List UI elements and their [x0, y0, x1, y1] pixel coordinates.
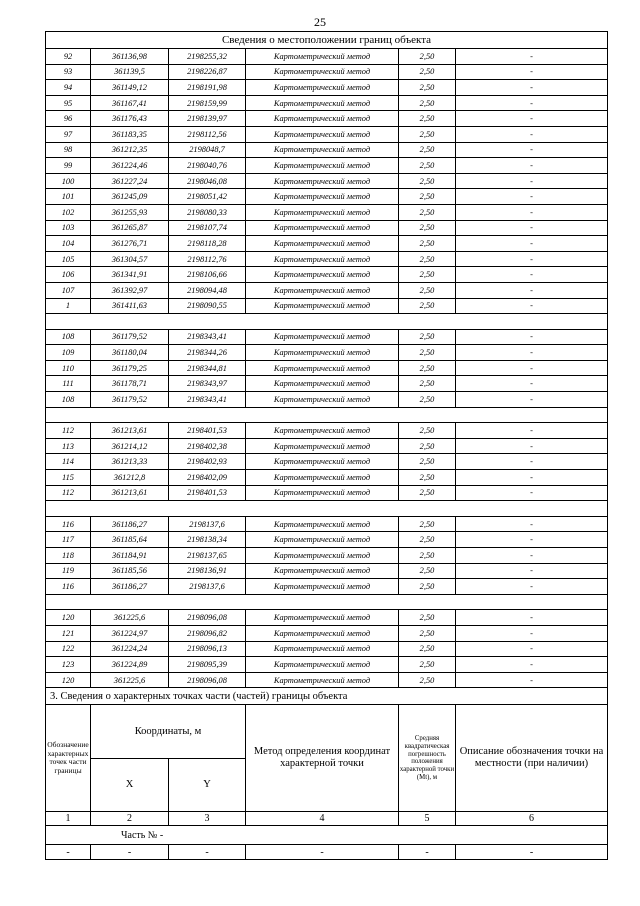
method: Картометрический метод	[246, 236, 399, 252]
table-row	[46, 485, 608, 501]
table-row	[46, 423, 608, 439]
accuracy: 2,50	[399, 220, 456, 236]
description: -	[456, 672, 608, 688]
coord-x: 361149,12	[91, 80, 169, 96]
accuracy: 2,50	[399, 625, 456, 641]
accuracy: 2,50	[399, 236, 456, 252]
coord-x: 361227,24	[91, 173, 169, 189]
table-row	[46, 282, 608, 298]
description: -	[456, 392, 608, 408]
point-number: 117	[46, 532, 91, 548]
coord-x: 361186,27	[91, 579, 169, 595]
coord-x: 361392,97	[91, 282, 169, 298]
point-number: 122	[46, 641, 91, 657]
coord-y: 2198159,99	[169, 95, 246, 111]
coord-x: 361179,52	[91, 392, 169, 408]
point-number: 1	[46, 298, 91, 314]
method: Картометрический метод	[246, 204, 399, 220]
description: -	[456, 625, 608, 641]
accuracy: 2,50	[399, 579, 456, 595]
accuracy: 2,50	[399, 438, 456, 454]
description: -	[456, 220, 608, 236]
accuracy: 2,50	[399, 173, 456, 189]
method: Картометрический метод	[246, 485, 399, 501]
point-number: 92	[46, 49, 91, 65]
point-number: 112	[46, 485, 91, 501]
table-row	[46, 641, 608, 657]
coord-y: 2198255,32	[169, 49, 246, 65]
accuracy: 2,50	[399, 610, 456, 626]
table-row	[46, 454, 608, 470]
point-number: 111	[46, 376, 91, 392]
table-row	[46, 298, 608, 314]
coord-x: 361180,04	[91, 345, 169, 361]
coord-y: 2198343,41	[169, 392, 246, 408]
table-row	[46, 80, 608, 96]
point-number: 109	[46, 345, 91, 361]
coord-x: 361341,91	[91, 267, 169, 283]
coord-y: 2198112,56	[169, 126, 246, 142]
method: Картометрический метод	[246, 80, 399, 96]
coord-y: 2198137,65	[169, 548, 246, 564]
method: Картометрический метод	[246, 610, 399, 626]
description: -	[456, 657, 608, 673]
table-row	[46, 329, 608, 345]
coord-y: 2198094,48	[169, 282, 246, 298]
table-row	[46, 158, 608, 174]
table-row	[46, 579, 608, 595]
method: Картометрический метод	[246, 267, 399, 283]
point-number: 102	[46, 204, 91, 220]
point-number: 118	[46, 548, 91, 564]
coord-x: 361139,5	[91, 64, 169, 80]
description: -	[456, 470, 608, 486]
method: Картометрический метод	[246, 672, 399, 688]
page-number: 25	[314, 15, 326, 29]
description: -	[456, 80, 608, 96]
table-row	[46, 610, 608, 626]
point-number: 114	[46, 454, 91, 470]
accuracy: 2,50	[399, 95, 456, 111]
description: -	[456, 329, 608, 345]
group-separator	[46, 501, 608, 517]
accuracy: 2,50	[399, 267, 456, 283]
description: -	[456, 282, 608, 298]
accuracy: 2,50	[399, 49, 456, 65]
method: Картометрический метод	[246, 579, 399, 595]
accuracy: 2,50	[399, 345, 456, 361]
method: Картометрический метод	[246, 282, 399, 298]
empty-cell: -	[91, 845, 169, 860]
point-number: 93	[46, 64, 91, 80]
coord-y: 2198051,42	[169, 189, 246, 205]
header-coords: Координаты, м	[91, 705, 246, 759]
method: Картометрический метод	[246, 563, 399, 579]
coord-x: 361225,6	[91, 672, 169, 688]
table-row	[46, 95, 608, 111]
description: -	[456, 95, 608, 111]
point-number: 97	[46, 126, 91, 142]
header-description: Описание обозначения точки на местности (при наличии)	[456, 705, 608, 812]
point-number: 110	[46, 360, 91, 376]
description: -	[456, 360, 608, 376]
method: Картометрический метод	[246, 532, 399, 548]
coord-x: 361186,27	[91, 516, 169, 532]
description: -	[456, 548, 608, 564]
coord-x: 361265,87	[91, 220, 169, 236]
point-number: 100	[46, 173, 91, 189]
coord-x: 361276,71	[91, 236, 169, 252]
description: -	[456, 236, 608, 252]
column-number: 6	[456, 812, 608, 826]
table-row	[46, 49, 608, 65]
accuracy: 2,50	[399, 298, 456, 314]
header-row	[46, 705, 608, 759]
table-row	[46, 548, 608, 564]
group-separator	[46, 594, 608, 610]
coord-x: 361179,25	[91, 360, 169, 376]
empty-cell: -	[169, 845, 246, 860]
description: -	[456, 610, 608, 626]
coord-x: 361184,91	[91, 548, 169, 564]
coord-y: 2198343,41	[169, 329, 246, 345]
coord-x: 361225,6	[91, 610, 169, 626]
table-row	[46, 142, 608, 158]
coord-y: 2198046,08	[169, 173, 246, 189]
method: Картометрический метод	[246, 126, 399, 142]
table-row	[46, 173, 608, 189]
description: -	[456, 532, 608, 548]
coord-y: 2198137,6	[169, 579, 246, 595]
description: -	[456, 579, 608, 595]
coord-x: 361255,93	[91, 204, 169, 220]
point-number: 98	[46, 142, 91, 158]
point-number: 123	[46, 657, 91, 673]
accuracy: 2,50	[399, 126, 456, 142]
description: -	[456, 158, 608, 174]
coord-x: 361183,35	[91, 126, 169, 142]
method: Картометрический метод	[246, 329, 399, 345]
description: -	[456, 563, 608, 579]
point-number: 108	[46, 329, 91, 345]
table-row	[46, 204, 608, 220]
accuracy: 2,50	[399, 532, 456, 548]
point-number: 96	[46, 111, 91, 127]
table-row	[46, 251, 608, 267]
coord-y: 2198401,53	[169, 485, 246, 501]
separator-cell	[46, 594, 608, 610]
accuracy: 2,50	[399, 641, 456, 657]
accuracy: 2,50	[399, 329, 456, 345]
section3-title-row	[46, 688, 608, 705]
table-row	[46, 64, 608, 80]
coord-y: 2198096,08	[169, 610, 246, 626]
method: Картометрический метод	[246, 64, 399, 80]
part-row	[46, 826, 608, 845]
coord-x: 361212,8	[91, 470, 169, 486]
coord-y: 2198138,34	[169, 532, 246, 548]
accuracy: 2,50	[399, 189, 456, 205]
header-method: Метод определения координат характерной точки	[246, 705, 399, 812]
point-number: 121	[46, 625, 91, 641]
accuracy: 2,50	[399, 111, 456, 127]
coord-x: 361224,89	[91, 657, 169, 673]
point-number: 95	[46, 95, 91, 111]
point-number: 106	[46, 267, 91, 283]
column-number: 4	[246, 812, 399, 826]
column-number: 3	[169, 812, 246, 826]
coord-y: 2198090,55	[169, 298, 246, 314]
coord-x: 361185,64	[91, 532, 169, 548]
coord-y: 2198344,81	[169, 360, 246, 376]
table-row	[46, 532, 608, 548]
description: -	[456, 204, 608, 220]
table-row	[46, 392, 608, 408]
boundary-table	[45, 31, 608, 860]
point-number: 99	[46, 158, 91, 174]
table-row	[46, 516, 608, 532]
method: Картометрический метод	[246, 423, 399, 439]
method: Картометрический метод	[246, 173, 399, 189]
point-number: 94	[46, 80, 91, 96]
coord-y: 2198095,39	[169, 657, 246, 673]
method: Картометрический метод	[246, 142, 399, 158]
accuracy: 2,50	[399, 563, 456, 579]
method: Картометрический метод	[246, 516, 399, 532]
method: Картометрический метод	[246, 625, 399, 641]
column-number: 1	[46, 812, 91, 826]
coord-x: 361185,56	[91, 563, 169, 579]
table-row	[46, 657, 608, 673]
description: -	[456, 111, 608, 127]
description: -	[456, 126, 608, 142]
header-y: Y	[169, 758, 246, 812]
accuracy: 2,50	[399, 485, 456, 501]
description: -	[456, 376, 608, 392]
accuracy: 2,50	[399, 548, 456, 564]
column-number: 5	[399, 812, 456, 826]
coord-y: 2198136,91	[169, 563, 246, 579]
coord-y: 2198402,93	[169, 454, 246, 470]
table-row	[46, 236, 608, 252]
coord-x: 361176,43	[91, 111, 169, 127]
description: -	[456, 189, 608, 205]
table-row	[46, 845, 608, 860]
table-row	[46, 625, 608, 641]
table-row	[46, 220, 608, 236]
coord-y: 2198106,66	[169, 267, 246, 283]
description: -	[456, 516, 608, 532]
method: Картометрический метод	[246, 158, 399, 174]
description: -	[456, 173, 608, 189]
point-number: 104	[46, 236, 91, 252]
table-body	[46, 32, 608, 860]
section-title: Сведения о местоположении границ объекта	[46, 32, 608, 49]
point-number: 108	[46, 392, 91, 408]
coord-y: 2198080,33	[169, 204, 246, 220]
coord-y: 2198112,76	[169, 251, 246, 267]
method: Картометрический метод	[246, 49, 399, 65]
coord-y: 2198344,26	[169, 345, 246, 361]
description: -	[456, 641, 608, 657]
method: Картометрический метод	[246, 454, 399, 470]
point-number: 113	[46, 438, 91, 454]
accuracy: 2,50	[399, 204, 456, 220]
table-row	[46, 470, 608, 486]
table-row	[46, 111, 608, 127]
coord-y: 2198096,13	[169, 641, 246, 657]
section3-title: 3. Сведения о характерных точках части (частей) границы объекта	[46, 688, 608, 705]
empty-cell: -	[399, 845, 456, 860]
table-row	[46, 376, 608, 392]
method: Картометрический метод	[246, 220, 399, 236]
empty-cell: -	[246, 845, 399, 860]
group-separator	[46, 407, 608, 423]
method: Картометрический метод	[246, 641, 399, 657]
description: -	[456, 438, 608, 454]
coord-y: 2198226,87	[169, 64, 246, 80]
accuracy: 2,50	[399, 657, 456, 673]
coord-y: 2198107,74	[169, 220, 246, 236]
table-row	[46, 672, 608, 688]
coord-y: 2198402,38	[169, 438, 246, 454]
header-x: X	[91, 758, 169, 812]
method: Картометрический метод	[246, 189, 399, 205]
coord-y: 2198118,28	[169, 236, 246, 252]
coord-x: 361213,61	[91, 423, 169, 439]
part-label: Часть № -	[46, 826, 608, 845]
table-row	[46, 126, 608, 142]
coord-x: 361224,24	[91, 641, 169, 657]
point-number: 105	[46, 251, 91, 267]
coord-y: 2198096,82	[169, 625, 246, 641]
method: Картометрический метод	[246, 95, 399, 111]
method: Картометрический метод	[246, 360, 399, 376]
column-number: 2	[91, 812, 169, 826]
coord-x: 361136,98	[91, 49, 169, 65]
method: Картометрический метод	[246, 345, 399, 361]
group-separator	[46, 314, 608, 330]
table-row	[46, 563, 608, 579]
accuracy: 2,50	[399, 376, 456, 392]
accuracy: 2,50	[399, 672, 456, 688]
coord-x: 361167,41	[91, 95, 169, 111]
method: Картометрический метод	[246, 392, 399, 408]
table-row	[46, 360, 608, 376]
accuracy: 2,50	[399, 470, 456, 486]
method: Картометрический метод	[246, 470, 399, 486]
table-row	[46, 438, 608, 454]
accuracy: 2,50	[399, 392, 456, 408]
accuracy: 2,50	[399, 516, 456, 532]
description: -	[456, 64, 608, 80]
method: Картометрический метод	[246, 438, 399, 454]
accuracy: 2,50	[399, 360, 456, 376]
empty-cell: -	[456, 845, 608, 860]
method: Картометрический метод	[246, 298, 399, 314]
table-row	[46, 345, 608, 361]
accuracy: 2,50	[399, 80, 456, 96]
coord-x: 361224,46	[91, 158, 169, 174]
coord-y: 2198040,76	[169, 158, 246, 174]
coord-x: 361178,71	[91, 376, 169, 392]
header-point: Обозначение характерных точек части границы	[46, 705, 91, 812]
accuracy: 2,50	[399, 158, 456, 174]
point-number: 116	[46, 516, 91, 532]
method: Картометрический метод	[246, 111, 399, 127]
accuracy: 2,50	[399, 423, 456, 439]
point-number: 107	[46, 282, 91, 298]
separator-cell	[46, 314, 608, 330]
method: Картометрический метод	[246, 548, 399, 564]
coord-x: 361213,61	[91, 485, 169, 501]
coord-y: 2198191,98	[169, 80, 246, 96]
table-row	[46, 189, 608, 205]
coord-x: 361304,57	[91, 251, 169, 267]
coord-x: 361411,63	[91, 298, 169, 314]
point-number: 119	[46, 563, 91, 579]
point-number: 120	[46, 610, 91, 626]
description: -	[456, 454, 608, 470]
coord-y: 2198139,97	[169, 111, 246, 127]
description: -	[456, 142, 608, 158]
accuracy: 2,50	[399, 142, 456, 158]
coord-y: 2198048,7	[169, 142, 246, 158]
coord-x: 361179,52	[91, 329, 169, 345]
coord-y: 2198096,08	[169, 672, 246, 688]
separator-cell	[46, 501, 608, 517]
coord-x: 361212,35	[91, 142, 169, 158]
coord-y: 2198343,97	[169, 376, 246, 392]
accuracy: 2,50	[399, 64, 456, 80]
method: Картометрический метод	[246, 657, 399, 673]
coord-y: 2198137,6	[169, 516, 246, 532]
coord-x: 361214,12	[91, 438, 169, 454]
accuracy: 2,50	[399, 454, 456, 470]
method: Картометрический метод	[246, 251, 399, 267]
coord-x: 361213,33	[91, 454, 169, 470]
point-number: 103	[46, 220, 91, 236]
point-number: 112	[46, 423, 91, 439]
point-number: 120	[46, 672, 91, 688]
description: -	[456, 345, 608, 361]
description: -	[456, 251, 608, 267]
coord-x: 361245,09	[91, 189, 169, 205]
separator-cell	[46, 407, 608, 423]
coord-x: 361224,97	[91, 625, 169, 641]
point-number: 115	[46, 470, 91, 486]
coord-y: 2198401,53	[169, 423, 246, 439]
table-row	[46, 267, 608, 283]
column-numbers-row	[46, 812, 608, 826]
empty-cell: -	[46, 845, 91, 860]
header-accuracy: Средняя квадратическая погрешность положения характерной точки (Mt), м	[399, 705, 456, 812]
description: -	[456, 298, 608, 314]
method: Картометрический метод	[246, 376, 399, 392]
description: -	[456, 423, 608, 439]
description: -	[456, 267, 608, 283]
description: -	[456, 485, 608, 501]
coord-y: 2198402,09	[169, 470, 246, 486]
accuracy: 2,50	[399, 251, 456, 267]
point-number: 116	[46, 579, 91, 595]
description: -	[456, 49, 608, 65]
point-number: 101	[46, 189, 91, 205]
accuracy: 2,50	[399, 282, 456, 298]
